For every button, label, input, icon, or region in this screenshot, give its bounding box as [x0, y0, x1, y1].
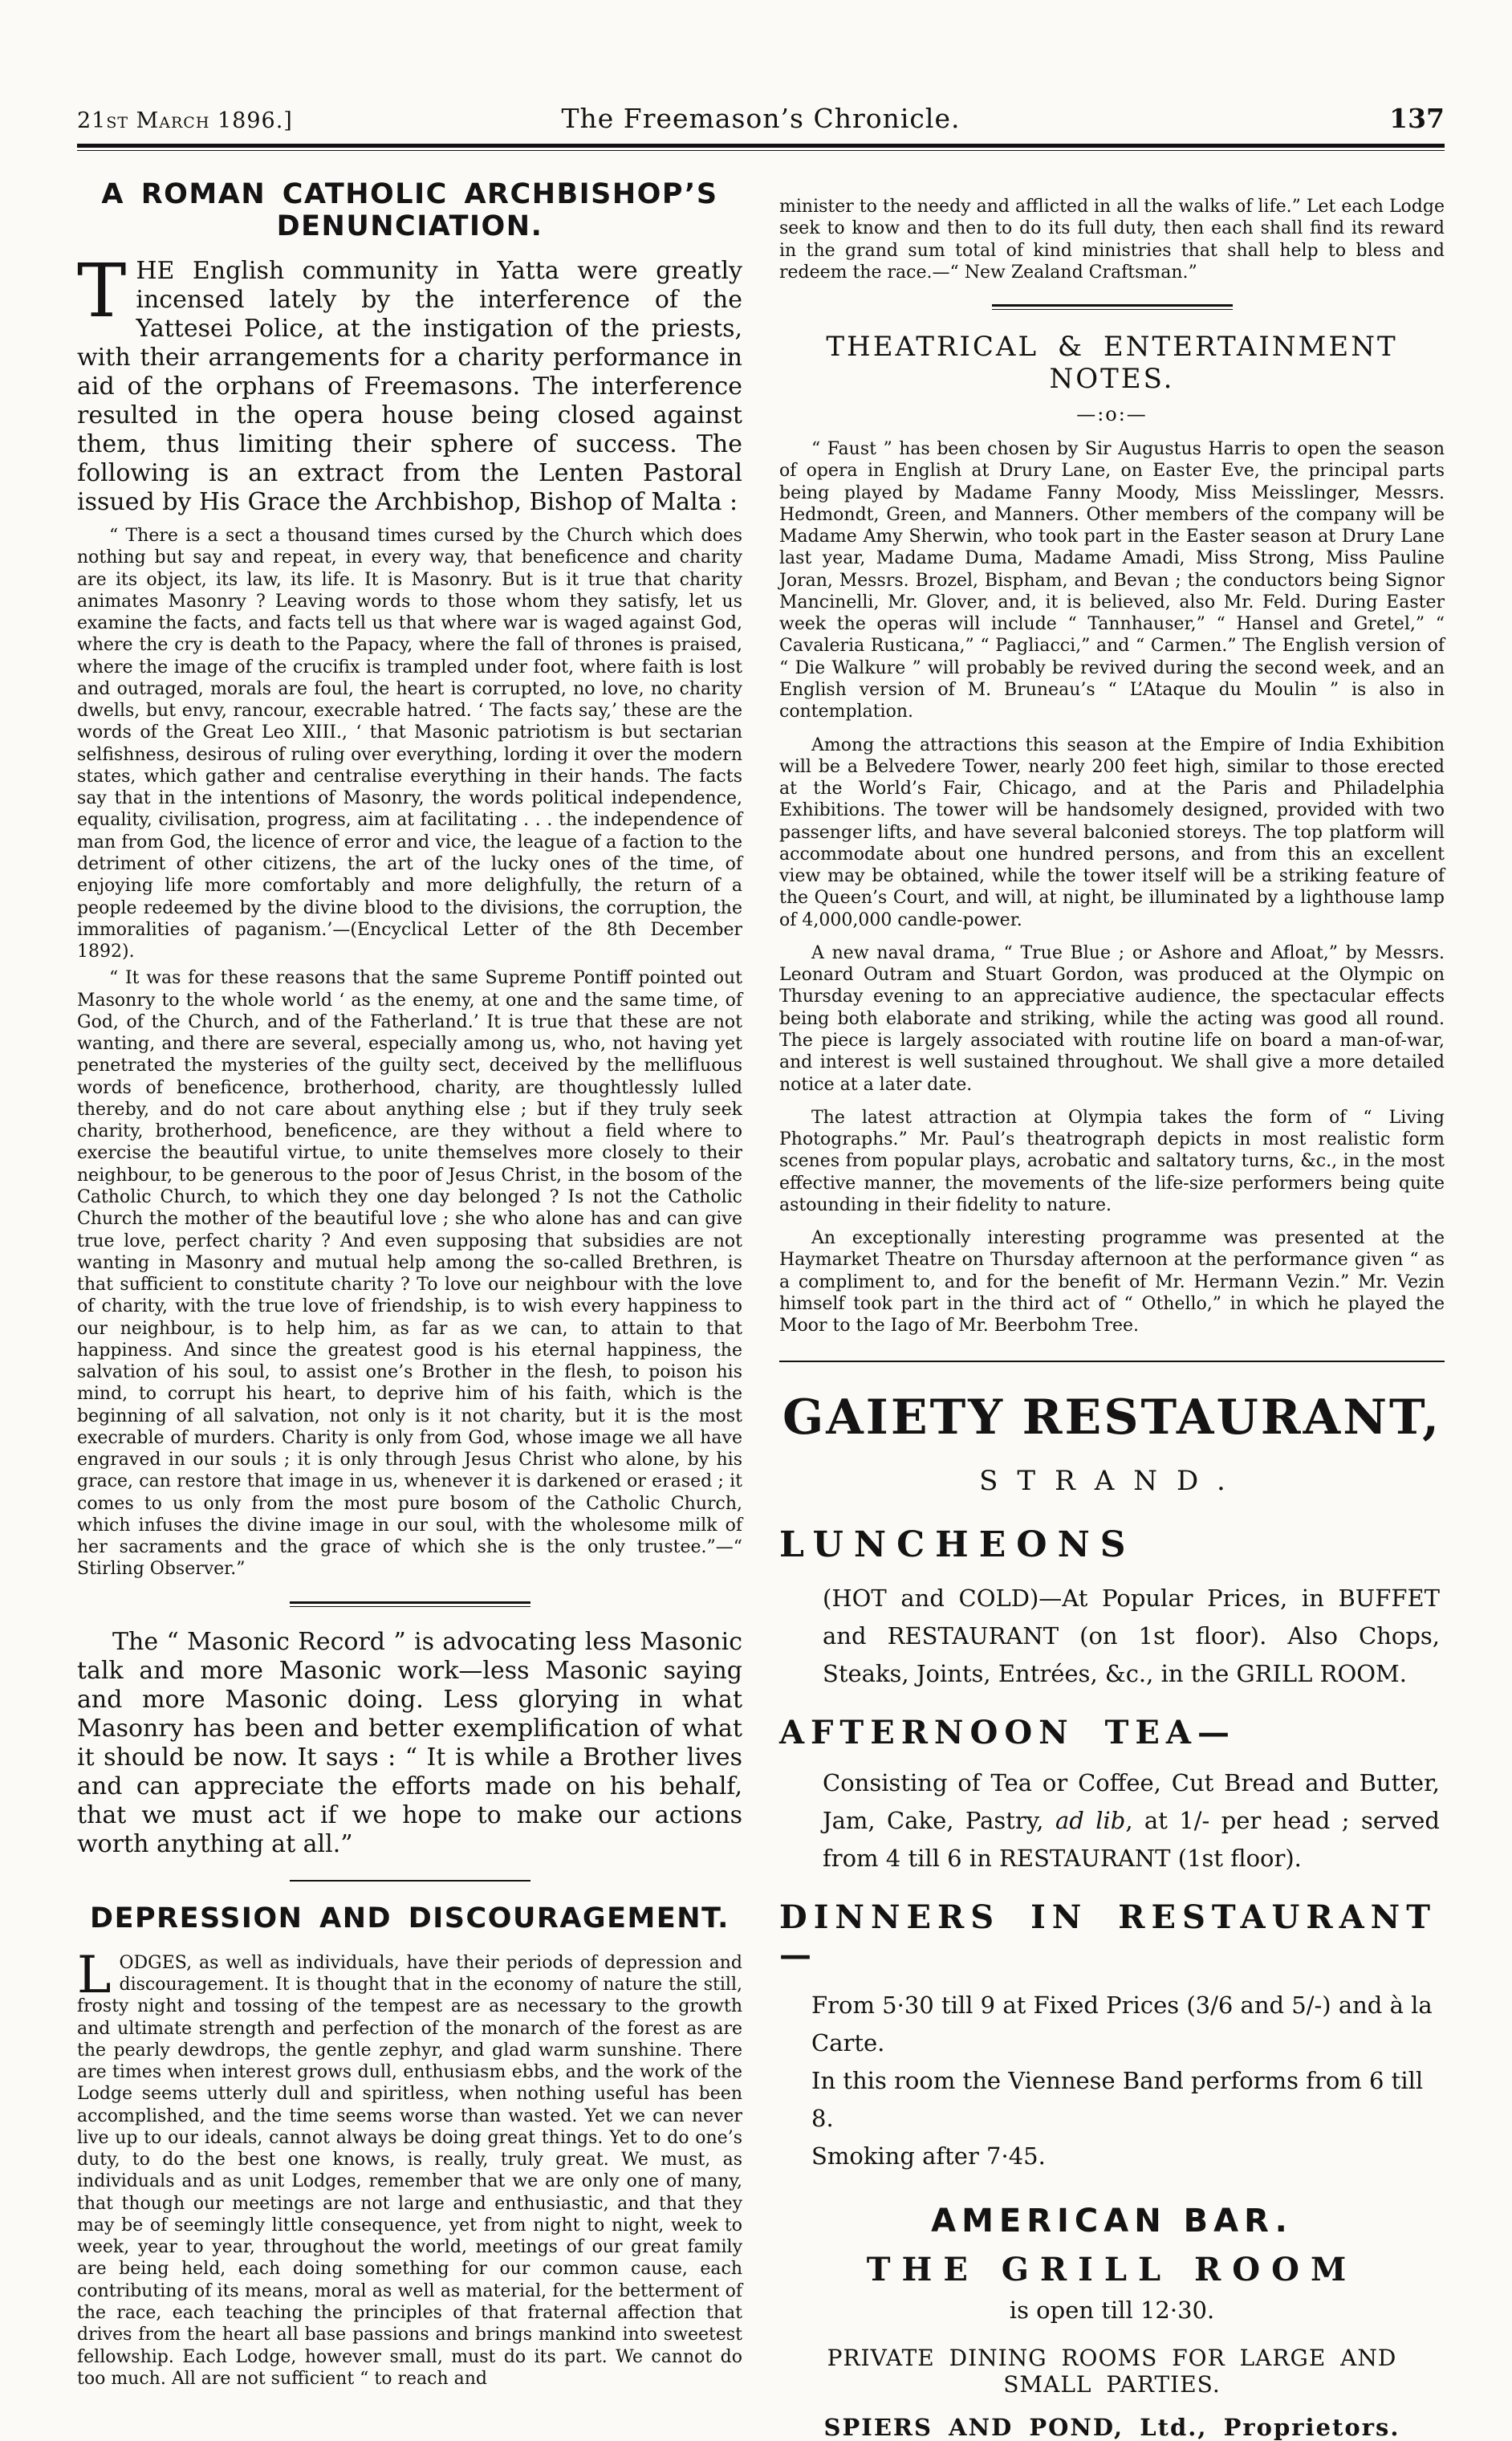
- left-column: [77, 178, 742, 2441]
- grill-room-heading: THE GRILL ROOM: [866, 2251, 1358, 2289]
- publication-title: The Freemason’s Chronicle.: [561, 103, 961, 134]
- theatrical-paragraph-naval-drama: A new naval drama, “ True Blue ; or Ashore and Afloat,” by Messrs. Leonard Outram and Stuart Gordon, was produced at the Olympic on Thursday evening to an appreciative audience, the spectacular effects being both elaborate and striking, while the acting was good all round. The piece is largely associated with routine life on board a man-of-war, and interest is well sustained throughout. We shall give a more detailed notice at a later date.: [779, 942, 1445, 1095]
- pastoral-quote-2: “ It was for these reasons that the same Supreme Pontiff pointed out Masonry to the whole world ‘ as the enemy, at one and the same time, of God, of the Church, and of the Fatherland.’ It is true that these are not wanting, and there are several, especially among us, who, not having yet penetrated the mysteries of the guilty sect, deceived by the mellifluous words of beneficence, brotherhood, charity, are thoughtlessly lulled thereby, and do not care about anything else ; but if they truly seek charity, brotherhood, beneficence, are they without a field where to exercise the beautiful virtue, to unite themselves more closely to their neighbour, to be generous to the poor of Jesus Christ, in the bosom of the Catholic Church, to which they one day belonged ? Is not the Catholic Church the mother of the beautiful love ; she who alone has and can give true love, perfect charity ? And even supposing that subsidies are not wanting in Masonry and mutual help among the so-called Brethren, is that sufficient to constitute charity ? To love our neighbour with the love of charity, with the true love of friendship, is to wish every happiness to our neighbour, is to help him, as far as we can, to attain to that happiness. And since the greatest good is his eternal happiness, the salvation of his soul, to assist one’s Brother in the flesh, to poison his mind, to corrupt his heart, to deprive him of his faith, which is the beginning of all salvation, not only is it not charity, but it is the most execrable of murders. Charity is only from God, whose image we all have engraved in our souls ; it is only through Jesus Christ who alone, by his grace, can restore that image in us, whenever it is darkened or erased ; it comes to us only from the most pure bosom of the Catholic Church, which infuses the divine image in our soul, with the wholesome milk of her sacraments and the grace of which she is the only trustee.”—“ Stirling Observer.”: [77, 968, 742, 1580]
- afternoon-tea-text: [779, 1764, 1445, 1878]
- section-divider: [992, 304, 1233, 310]
- restaurant-name-word-1: GAIETY: [782, 1389, 1006, 1446]
- luncheons-heading: LUNCHEONS: [779, 1524, 1136, 1566]
- right-column: [779, 178, 1445, 2441]
- dinners-heading: DINNERS IN RESTAURANT—: [779, 1898, 1437, 1975]
- american-bar-heading: AMERICAN BAR.: [931, 2203, 1293, 2240]
- depression-body-text: ODGES, as well as individuals, have their periods of depression and discouragement. It is thought that in the economy of nature the still, frosty night and tossing of the tempest are as necessary to the growth and ultimate strength and perfection of the monarch of the forest as are the pearly dewdrops, the gentle zephyr, and glad warm sunshine. There are times when interest grows dull, enthusiasm ebbs, and the work of the Lodge seems utterly dull and spiritless, when nothing useful has been accomplished, and the time seems worse than wasted. Yet we can never live up to our ideals, cannot always be doing great things. Yet to do one’s duty, to do the best one knows, is really, truly great. We must, as individuals and as unit Lodges, remember that we are only one of many, that though our meetings are not large and enthusiastic, and that they may be of seemingly little consequence, yet from night to night, week to week, year to year, throughout the world, meetings of our great family are being held, each doing something for our common cause, each contributing of its means, moral as well as material, for the betterment of the race, each teaching the principles of that fraternal affection that drives from the heart all base passions and brings mankind into sweetest fellowship. Each Lodge, however small, must do its part. We cannot do too much. All are not sufficient “ to reach and: [77, 1952, 742, 2389]
- depression-body-paragraph: [77, 1945, 742, 2390]
- drop-cap-l: L: [77, 1945, 112, 2005]
- section-divider: [290, 1880, 530, 1882]
- restaurant-address: STRAND.: [979, 1465, 1245, 1498]
- dinners-line-3: Smoking after 7·45.: [811, 2142, 1046, 2170]
- grill-room-hours: is open till 12·30.: [1009, 2297, 1215, 2325]
- section-divider: [290, 1601, 530, 1607]
- page-header: [77, 103, 1445, 134]
- continuation-paragraph: minister to the needy and afflicted in all the walks of life.” Let each Lodge seek to know and then to do its full duty, then each shall find its reward in the grand sum total of kind ministries that shall help to bless and redeem the race.—“ New Zealand Craftsman.”: [779, 197, 1445, 283]
- theatrical-paragraph-haymarket: An exceptionally interesting programme was presented at the Haymarket Theatre on Thursday afternoon at the performance given “ as a compliment to, and for the benefit of Mr. Hermann Vezin.” Mr. Vezin himself took part in the third act of “ Othello,” in which he played the Moor to the Iago of Mr. Beerbohm Tree.: [779, 1228, 1445, 1336]
- afternoon-tea-text-post: , at 1/- per head ; served from 4 till 6 in RESTAURANT (1st floor).: [823, 1807, 1440, 1873]
- columns: [77, 178, 1445, 2441]
- dinners-text: [779, 1987, 1445, 2175]
- denunciation-lead-text: HE English community in Yatta were greatly incensed lately by the interference of the Yattesei Police, at the instigation of the priests, with their arrangements for a charity performance in aid of the orphans of Freemasons. The interference resulted in the opera house being closed against them, thus limiting their sphere of success. The following is an extract from the Lenten Pastoral issued by His Grace the Archbishop, Bishop of Malta :: [77, 257, 742, 516]
- denunciation-lead-paragraph: [77, 248, 742, 517]
- theatrical-notes-title: THEATRICAL & ENTERTAINMENT NOTES.: [826, 331, 1398, 396]
- dinners-line-2: In this room the Viennese Band performs from 6 till 8.: [811, 2067, 1424, 2133]
- restaurant-name: [782, 1389, 1441, 1446]
- proprietors-line: SPIERS AND POND, Ltd., Proprietors.: [823, 2414, 1400, 2441]
- masonic-record-note: The “ Masonic Record ” is advocating less Masonic talk and more Masonic work—less Masonic saying and more Masonic doing. Less glorying in what Masonry has been and better exemplification of what it should be now. It says : “ It is while a Brother lives and can appreciate the efforts made on his behalf, that we must act if we hope to make our actions worth anything at all.”: [77, 1627, 742, 1858]
- private-rooms-line: PRIVATE DINING ROOMS FOR LARGE AND SMALL PARTIES.: [827, 2345, 1397, 2398]
- afternoon-tea-ad-lib: ad lib: [1055, 1807, 1126, 1835]
- restaurant-name-word-2: RESTAURANT,: [1022, 1389, 1441, 1446]
- drop-cap-t: T: [77, 248, 127, 334]
- header-rule: [77, 144, 1445, 151]
- afternoon-tea-text-pre: Consisting of Tea or Coffee, Cut Bread and Butter, Jam, Cake, Pastry,: [823, 1769, 1440, 1835]
- advert-divider-rule: [779, 1361, 1445, 1362]
- denunciation-title: A ROMAN CATHOLIC ARCHBISHOP’S DENUNCIATION.: [101, 178, 718, 242]
- theatrical-paragraph-exhibition: Among the attractions this season at the Empire of India Exhibition will be a Belvedere Tower, nearly 200 feet high, similar to those erected at the World’s Fair, Chicago, and at the Paris and Philadelphia Exhibitions. The tower will be handsomely designed, provided with two passenger lifts, and have several balconied storeys. The top platform will accommodate about one hundred persons, and from this an excellent view may be obtained, while the tower itself will be a striking feature of the Queen’s Court, and will, at night, be illuminated by a lighthouse lamp of 4,000,000 candle-power.: [779, 734, 1445, 930]
- page-number: 137: [1389, 103, 1445, 134]
- section-ornament: —:o:—: [1076, 403, 1148, 426]
- theatrical-paragraph-faust: “ Faust ” has been chosen by Sir Augustus Harris to open the season of opera in English at Drury Lane, on Easter Eve, the principal parts being played by Madame Fanny Moody, Miss Meisslinger, Messrs. Hedmondt, Green, and Manners. Other members of the company will be Madame Amy Sherwin, who took part in the Easter season at Drury Lane last year, Madame Duma, Madame Amadi, Miss Strong, Miss Pauline Joran, Messrs. Brozel, Bispham, and Bevan ; the conductors being Signor Mancinelli, Mr. Glover, and, it is believed, also Mr. Feld. During Easter week the operas will include “ Tannhauser,” “ Hansel and Gretel,” “ Cavaleria Rusticana,” “ Pagliacci,” and “ Carmen.” The English version of “ Die Walkure ” will probably be revived during the second week, and an English version of M. Bruneau’s “ L’Ataque du Moulin ” is also in contemplation.: [779, 439, 1445, 722]
- afternoon-tea-heading: AFTERNOON TEA—: [779, 1714, 1236, 1752]
- theatrical-paragraph-olympia: The latest attraction at Olympia takes the form of “ Living Photographs.” Mr. Paul’s theatrograph depicts in most realistic form scenes from popular plays, acrobatic and saltatory turns, &c., in the most effective manner, the movements of the life-size performers being quite astounding in their fidelity to nature.: [779, 1107, 1445, 1215]
- issue-date: 21st March 1896.]: [77, 108, 293, 133]
- depression-title: DEPRESSION AND DISCOURAGEMENT.: [90, 1902, 730, 1934]
- luncheons-text: (HOT and COLD)—At Popular Prices, in BUFFET and RESTAURANT (on 1st floor). Also Chops, Steaks, Joints, Entrées, &c., in the GRILL ROOM.: [823, 1585, 1440, 1688]
- dinners-line-1: From 5·30 till 9 at Fixed Prices (3/6 and 5/-) and à la Carte.: [811, 1991, 1433, 2057]
- pastoral-quote-1: “ There is a sect a thousand times cursed by the Church which does nothing but say and repeat, in every way, that beneficence and charity are its object, its law, its life. It is Masonry. But is it true that charity animates Masonry ? Leaving words to those whom they satisfy, let us examine the facts, and facts tell us that where war is waged against God, where the cry is death to the Papacy, where the fall of thrones is praised, where the image of the crucifix is trampled under foot, where faith is lost and outraged, morals are foul, the heart is corrupted, no love, no charity dwells, but envy, rancour, execrable hatred. ‘ The facts say,’ these are the words of the Great Leo XIII., ‘ that Masonic patriotism is but sectarian selfishness, desirous of ruling over everything, lording it over the modern states, which gather and centralise everything in their hands. The facts say that in the intentions of Masonry, the words political independence, equality, civilisation, progress, aim at facilitating . . . the independence of man from God, the licence of error and vice, the league of a faction to the detriment of other citizens, the art of the lucky ones of the time, of enjoying life more comfortably and more delighfully, the return of a people redeemed by the divine blood to the divisions, the corruption, the immoralities of paganism.’—(Encyclical Letter of the 8th December 1892).: [77, 526, 742, 962]
